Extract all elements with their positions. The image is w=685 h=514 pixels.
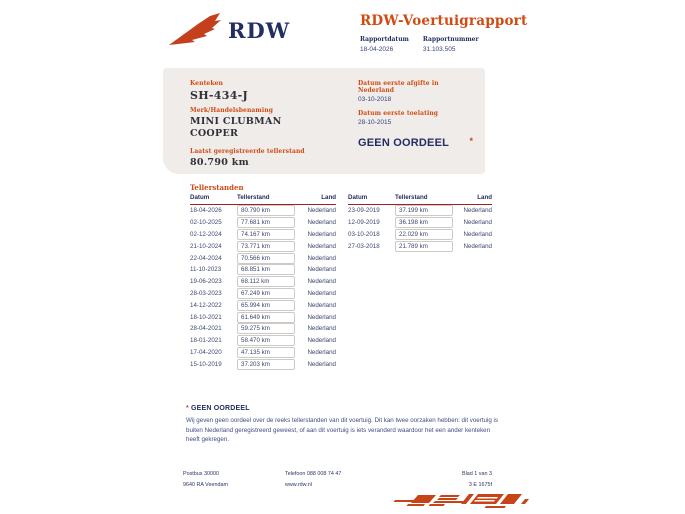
cell-land: Nederland	[307, 301, 336, 309]
cell-tellerstand	[237, 205, 303, 216]
footnote-title-text: GEEN OORDEEL	[190, 405, 250, 412]
tellerstanden-table-right	[348, 194, 492, 252]
footnote-title	[186, 404, 500, 413]
cell-land: Nederland	[307, 313, 336, 321]
cell-datum: 02-10-2025	[190, 219, 222, 227]
cell-land: Nederland	[307, 278, 336, 286]
verdict-row	[358, 137, 473, 149]
cell-tellerstand	[237, 253, 303, 264]
afgifte-label: Datum eerste afgifte in Nederland	[358, 80, 439, 94]
col-header-datum: Datum	[348, 194, 368, 201]
toelating-value: 28-10-2015	[358, 119, 392, 126]
laatste-tellerstand-label: Laatst geregistreerde tellerstand	[190, 148, 305, 155]
cell-land: Nederland	[463, 230, 492, 238]
vehicle-summary-panel	[163, 68, 485, 174]
report-number-value: 31.103.505	[422, 46, 456, 53]
toelating-label: Datum eerste toelating	[358, 110, 439, 117]
cell-tellerstand	[237, 312, 303, 323]
cell-land: Nederland	[307, 242, 336, 250]
tellerstand-value-box: 73.771 km	[237, 241, 295, 252]
cell-tellerstand	[237, 217, 303, 228]
merk-value	[190, 116, 340, 140]
cell-datum: 21-10-2024	[190, 242, 222, 250]
table-row	[190, 323, 336, 335]
vehicle-summary-right	[358, 80, 473, 149]
cell-land: Nederland	[307, 337, 336, 345]
cell-datum: 19-06-2023	[190, 278, 222, 286]
table-row	[348, 229, 492, 241]
footer-page-number: Blad 1 van 3	[462, 471, 492, 477]
merk-line1: MINI CLUBMAN	[190, 116, 282, 127]
col-header-datum: Datum	[190, 194, 210, 201]
cell-tellerstand	[237, 276, 303, 287]
footer-website: www.rdw.nl	[285, 482, 312, 488]
report-date-block	[360, 36, 409, 53]
cell-land: Nederland	[307, 348, 336, 356]
table-row	[348, 205, 492, 217]
cell-land: Nederland	[307, 325, 336, 333]
cell-land: Nederland	[307, 219, 336, 227]
rdw-logo	[168, 13, 290, 47]
cell-tellerstand	[237, 241, 303, 252]
tellerstand-value-box: 67.249 km	[237, 288, 295, 299]
cell-tellerstand	[395, 217, 461, 228]
table-row	[190, 252, 336, 264]
cell-datum: 17-04-2020	[190, 348, 222, 356]
verdict-text: GEEN OORDEEL	[358, 137, 450, 149]
table-row	[190, 276, 336, 288]
tellerstanden-table-left	[190, 194, 336, 370]
cell-datum: 15-10-2019	[190, 360, 222, 368]
cell-land: Nederland	[307, 289, 336, 297]
rdw-speed-stripes-icon	[366, 492, 534, 514]
tellerstand-value-box: 65.994 km	[237, 300, 295, 311]
footer-contact	[285, 469, 341, 491]
cell-tellerstand	[237, 347, 303, 358]
tellerstanden-heading: Tellerstanden	[190, 183, 244, 192]
tellerstand-value-box: 47.135 km	[237, 347, 295, 358]
tellerstand-value-box: 80.790 km	[237, 205, 295, 216]
rdw-wing-icon	[168, 13, 222, 47]
col-header-tellerstand: Tellerstand	[395, 194, 428, 201]
cell-land: Nederland	[307, 207, 336, 215]
cell-land: Nederland	[463, 219, 492, 227]
tellerstand-value-box: 58.470 km	[237, 335, 295, 346]
report-date-label: Rapportdatum	[360, 36, 409, 43]
rdw-logo-text: RDW	[228, 17, 291, 43]
table-row	[190, 347, 336, 359]
cell-datum: 18-01-2021	[190, 337, 222, 345]
footnote-asterisk: *	[186, 405, 189, 412]
cell-datum: 12-09-2019	[348, 219, 380, 227]
cell-tellerstand	[237, 359, 303, 370]
verdict-asterisk: *	[469, 136, 473, 146]
cell-tellerstand	[395, 229, 461, 240]
verdict-footnote	[186, 404, 500, 445]
cell-datum: 28-04-2021	[190, 325, 222, 333]
table-row	[190, 288, 336, 300]
table-row	[190, 205, 336, 217]
cell-land: Nederland	[307, 360, 336, 368]
table-body	[348, 205, 492, 252]
table-row	[190, 299, 336, 311]
cell-datum: 28-03-2023	[190, 289, 222, 297]
tellerstand-value-box: 59.275 km	[237, 323, 295, 334]
tellerstand-value-box: 22.029 km	[395, 229, 453, 240]
cell-datum: 14-12-2022	[190, 301, 222, 309]
cell-land: Nederland	[307, 254, 336, 262]
document-title: RDW-Voertuigrapport	[360, 13, 528, 29]
report-meta	[360, 36, 479, 53]
cell-land: Nederland	[307, 230, 336, 238]
laatste-tellerstand-value: 80.790 km	[190, 157, 249, 168]
tellerstand-value-box: 77.681 km	[237, 217, 295, 228]
cell-datum: 23-09-2019	[348, 207, 380, 215]
cell-land: Nederland	[307, 266, 336, 274]
tellerstand-value-box: 37.203 km	[237, 359, 295, 370]
table-row	[190, 335, 336, 347]
footnote-text: Wij geven geen oordeel over de reeks tellerstanden van dit voertuig. Dit kan twee oorzaken hebben: dit voertuig is buiten Nederland geregistreerd geweest, of aan dit voertuig is iets veranderd waardoor het een ander kenteken heeft gekregen.	[186, 417, 498, 444]
table-row	[190, 217, 336, 229]
footer-address-line2: 9640 RA Veendam	[183, 482, 228, 488]
tellerstand-value-box: 68.851 km	[237, 264, 295, 275]
cell-datum: 27-03-2018	[348, 242, 380, 250]
table-row	[190, 240, 336, 252]
table-row	[348, 217, 492, 229]
cell-datum: 18-04-2026	[190, 207, 222, 215]
tellerstand-value-box: 70.566 km	[237, 253, 295, 264]
afgifte-value: 03-10-2018	[358, 96, 392, 103]
cell-tellerstand	[395, 205, 461, 216]
cell-tellerstand	[237, 335, 303, 346]
report-number-block	[423, 36, 479, 53]
kenteken-label: Kenteken	[190, 80, 223, 87]
tellerstand-value-box: 74.167 km	[237, 229, 295, 240]
cell-datum: 22-04-2024	[190, 254, 222, 262]
cell-tellerstand	[237, 300, 303, 311]
table-row	[190, 358, 336, 370]
cell-tellerstand	[237, 229, 303, 240]
cell-datum: 11-10-2023	[190, 266, 222, 274]
cell-tellerstand	[237, 264, 303, 275]
footer-address	[183, 469, 228, 491]
table-row	[348, 240, 492, 252]
vehicle-summary-left	[190, 80, 340, 168]
merk-line2: COOPER	[190, 128, 239, 139]
table-header	[348, 194, 492, 205]
report-date-value: 18-04-2026	[360, 46, 394, 53]
footer-form-code: 3 E 1675f	[468, 482, 492, 488]
cell-datum: 02-12-2024	[190, 230, 222, 238]
table-header	[190, 194, 336, 205]
cell-tellerstand	[395, 241, 461, 252]
cell-tellerstand	[237, 288, 303, 299]
footer-phone: Telefoon 088 008 74 47	[285, 471, 342, 477]
kenteken-value: SH-434-J	[190, 89, 249, 102]
merk-label: Merk/Handelsbenaming	[190, 107, 274, 114]
tellerstand-value-box: 61.649 km	[237, 312, 295, 323]
table-body	[190, 205, 336, 370]
cell-tellerstand	[237, 323, 303, 334]
footer-paging	[462, 469, 492, 491]
table-row	[190, 229, 336, 241]
cell-datum: 18-10-2021	[190, 313, 222, 321]
table-row	[190, 264, 336, 276]
tellerstand-value-box: 37.199 km	[395, 205, 453, 216]
tellerstand-value-box: 68.112 km	[237, 276, 295, 287]
col-header-land: Land	[321, 194, 336, 201]
col-header-land: Land	[477, 194, 492, 201]
footer-address-line1: Postbus 30000	[183, 471, 219, 477]
table-row	[190, 311, 336, 323]
cell-datum: 03-10-2018	[348, 230, 380, 238]
tellerstand-value-box: 36.198 km	[395, 217, 453, 228]
col-header-tellerstand: Tellerstand	[237, 194, 270, 201]
report-number-label: Rapportnummer	[422, 36, 479, 43]
tellerstand-value-box: 21.789 km	[395, 241, 453, 252]
cell-land: Nederland	[463, 242, 492, 250]
cell-land: Nederland	[463, 207, 492, 215]
